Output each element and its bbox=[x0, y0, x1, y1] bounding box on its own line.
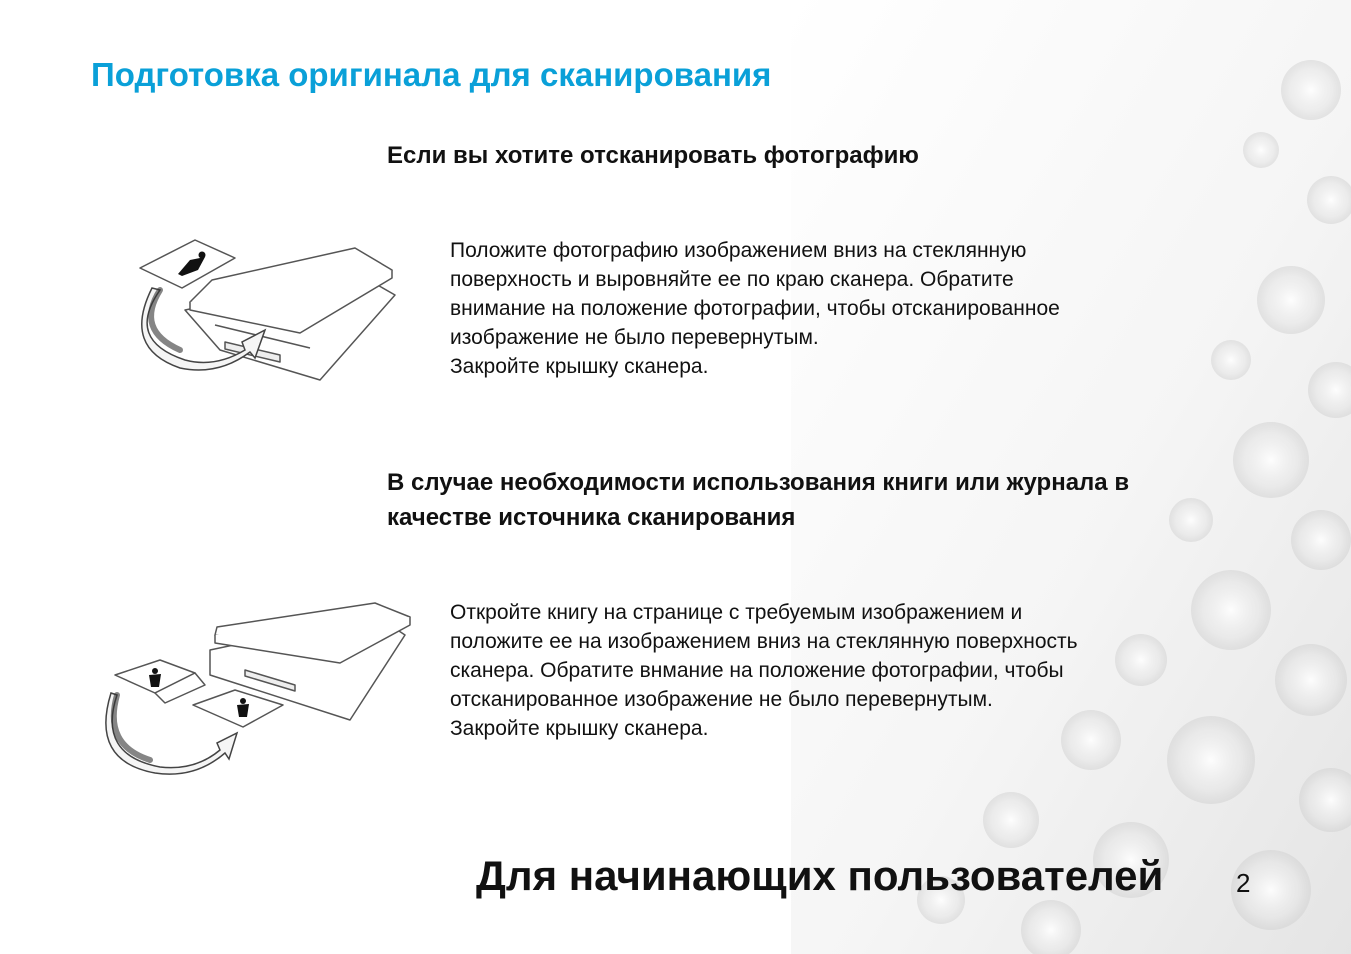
scanner-book-placement-illustration bbox=[105, 595, 420, 775]
instruction-line: Откройте книгу на странице с требуемым изображением и bbox=[450, 601, 1023, 624]
footer-title: Для начинающих пользователей bbox=[476, 852, 1164, 899]
instruction-line: сканера. Обратите внмание на положение фотографии, чтобы bbox=[450, 659, 1064, 682]
instruction-line: Закройте крышку сканера. bbox=[450, 717, 709, 740]
instruction-line: Закройте крышку сканера. bbox=[450, 355, 709, 378]
instruction-line: поверхность и выровняйте ее по краю сканера. Обратите bbox=[450, 268, 1014, 291]
scanner-photo-placement-illustration bbox=[130, 230, 410, 390]
page-title: Подготовка оригинала для сканирования bbox=[91, 56, 772, 93]
instruction-line: положите ее на изображением вниз на стеклянную поверхность bbox=[450, 630, 1078, 653]
page-number: 2 bbox=[1236, 868, 1251, 898]
section-heading-photo: Если вы хотите отсканировать фотографию bbox=[387, 142, 919, 169]
instruction-line: Положите фотографию изображением вниз на стеклянную bbox=[450, 239, 1027, 262]
instruction-line: изображение не было перевернутым. bbox=[450, 326, 819, 349]
instruction-line: отсканированное изображение не было перевернутым. bbox=[450, 688, 993, 711]
instruction-photo bbox=[450, 236, 1060, 381]
instruction-book bbox=[450, 598, 1078, 743]
instruction-line: внимание на положение фотографии, чтобы отсканированное bbox=[450, 297, 1060, 320]
section-heading-book: В случае необходимости использования книги или журнала в качестве источника сканирования bbox=[387, 469, 1130, 531]
